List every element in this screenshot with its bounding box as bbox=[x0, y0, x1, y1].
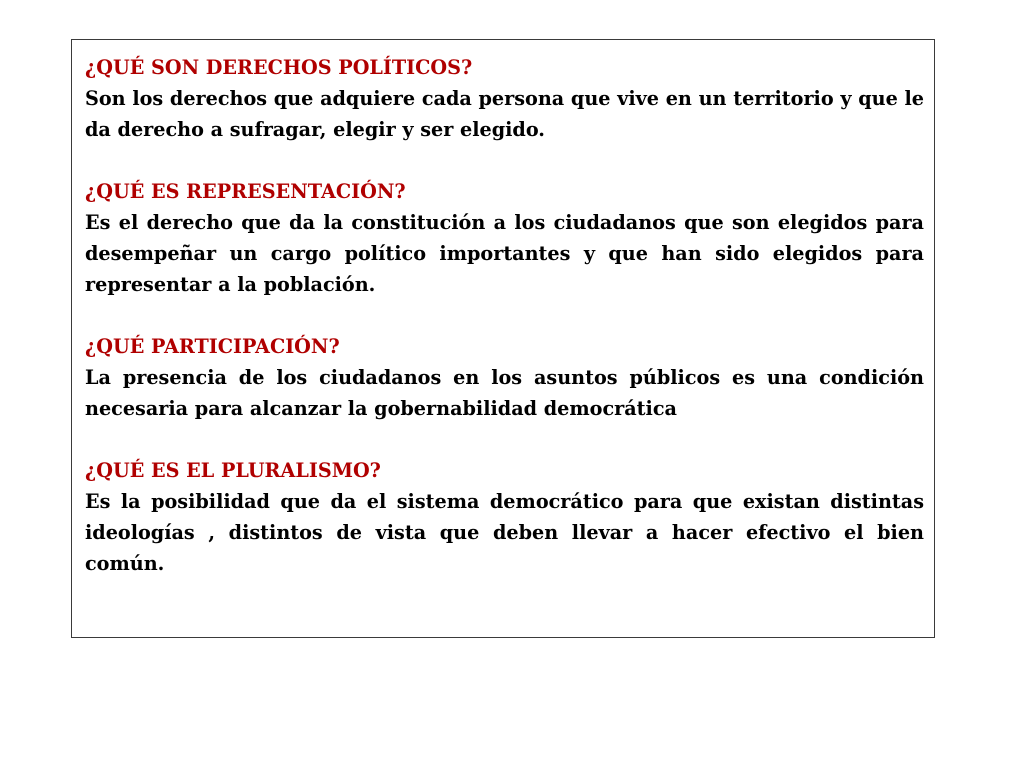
section-body: Es la posibilidad que da el sistema democrático para que existan distintas ideologías , distintos de vista que deben llevar a hacer efectivo el bien común. bbox=[85, 490, 924, 575]
section-heading: ¿QUÉ PARTICIPACIÓN? bbox=[85, 335, 340, 358]
section-heading: ¿QUÉ SON DERECHOS POLÍTICOS? bbox=[85, 56, 473, 79]
section-participation bbox=[85, 331, 924, 424]
section-political-rights bbox=[85, 52, 924, 145]
section-heading: ¿QUÉ ES EL PLURALISMO? bbox=[85, 459, 381, 482]
section-heading: ¿QUÉ ES REPRESENTACIÓN? bbox=[85, 180, 406, 203]
section-body: La presencia de los ciudadanos en los asuntos públicos es una condición necesaria para alcanzar la gobernabilidad democrática bbox=[85, 366, 924, 420]
section-representation bbox=[85, 176, 924, 300]
section-body: Es el derecho que da la constitución a los ciudadanos que son elegidos para desempeñar un cargo político importantes y que han sido elegidos para representar a la población. bbox=[85, 211, 924, 296]
section-pluralism bbox=[85, 455, 924, 579]
section-body: Son los derechos que adquiere cada persona que vive en un territorio y que le da derecho a sufragar, elegir y ser elegido. bbox=[85, 87, 924, 141]
content-box bbox=[71, 39, 935, 638]
